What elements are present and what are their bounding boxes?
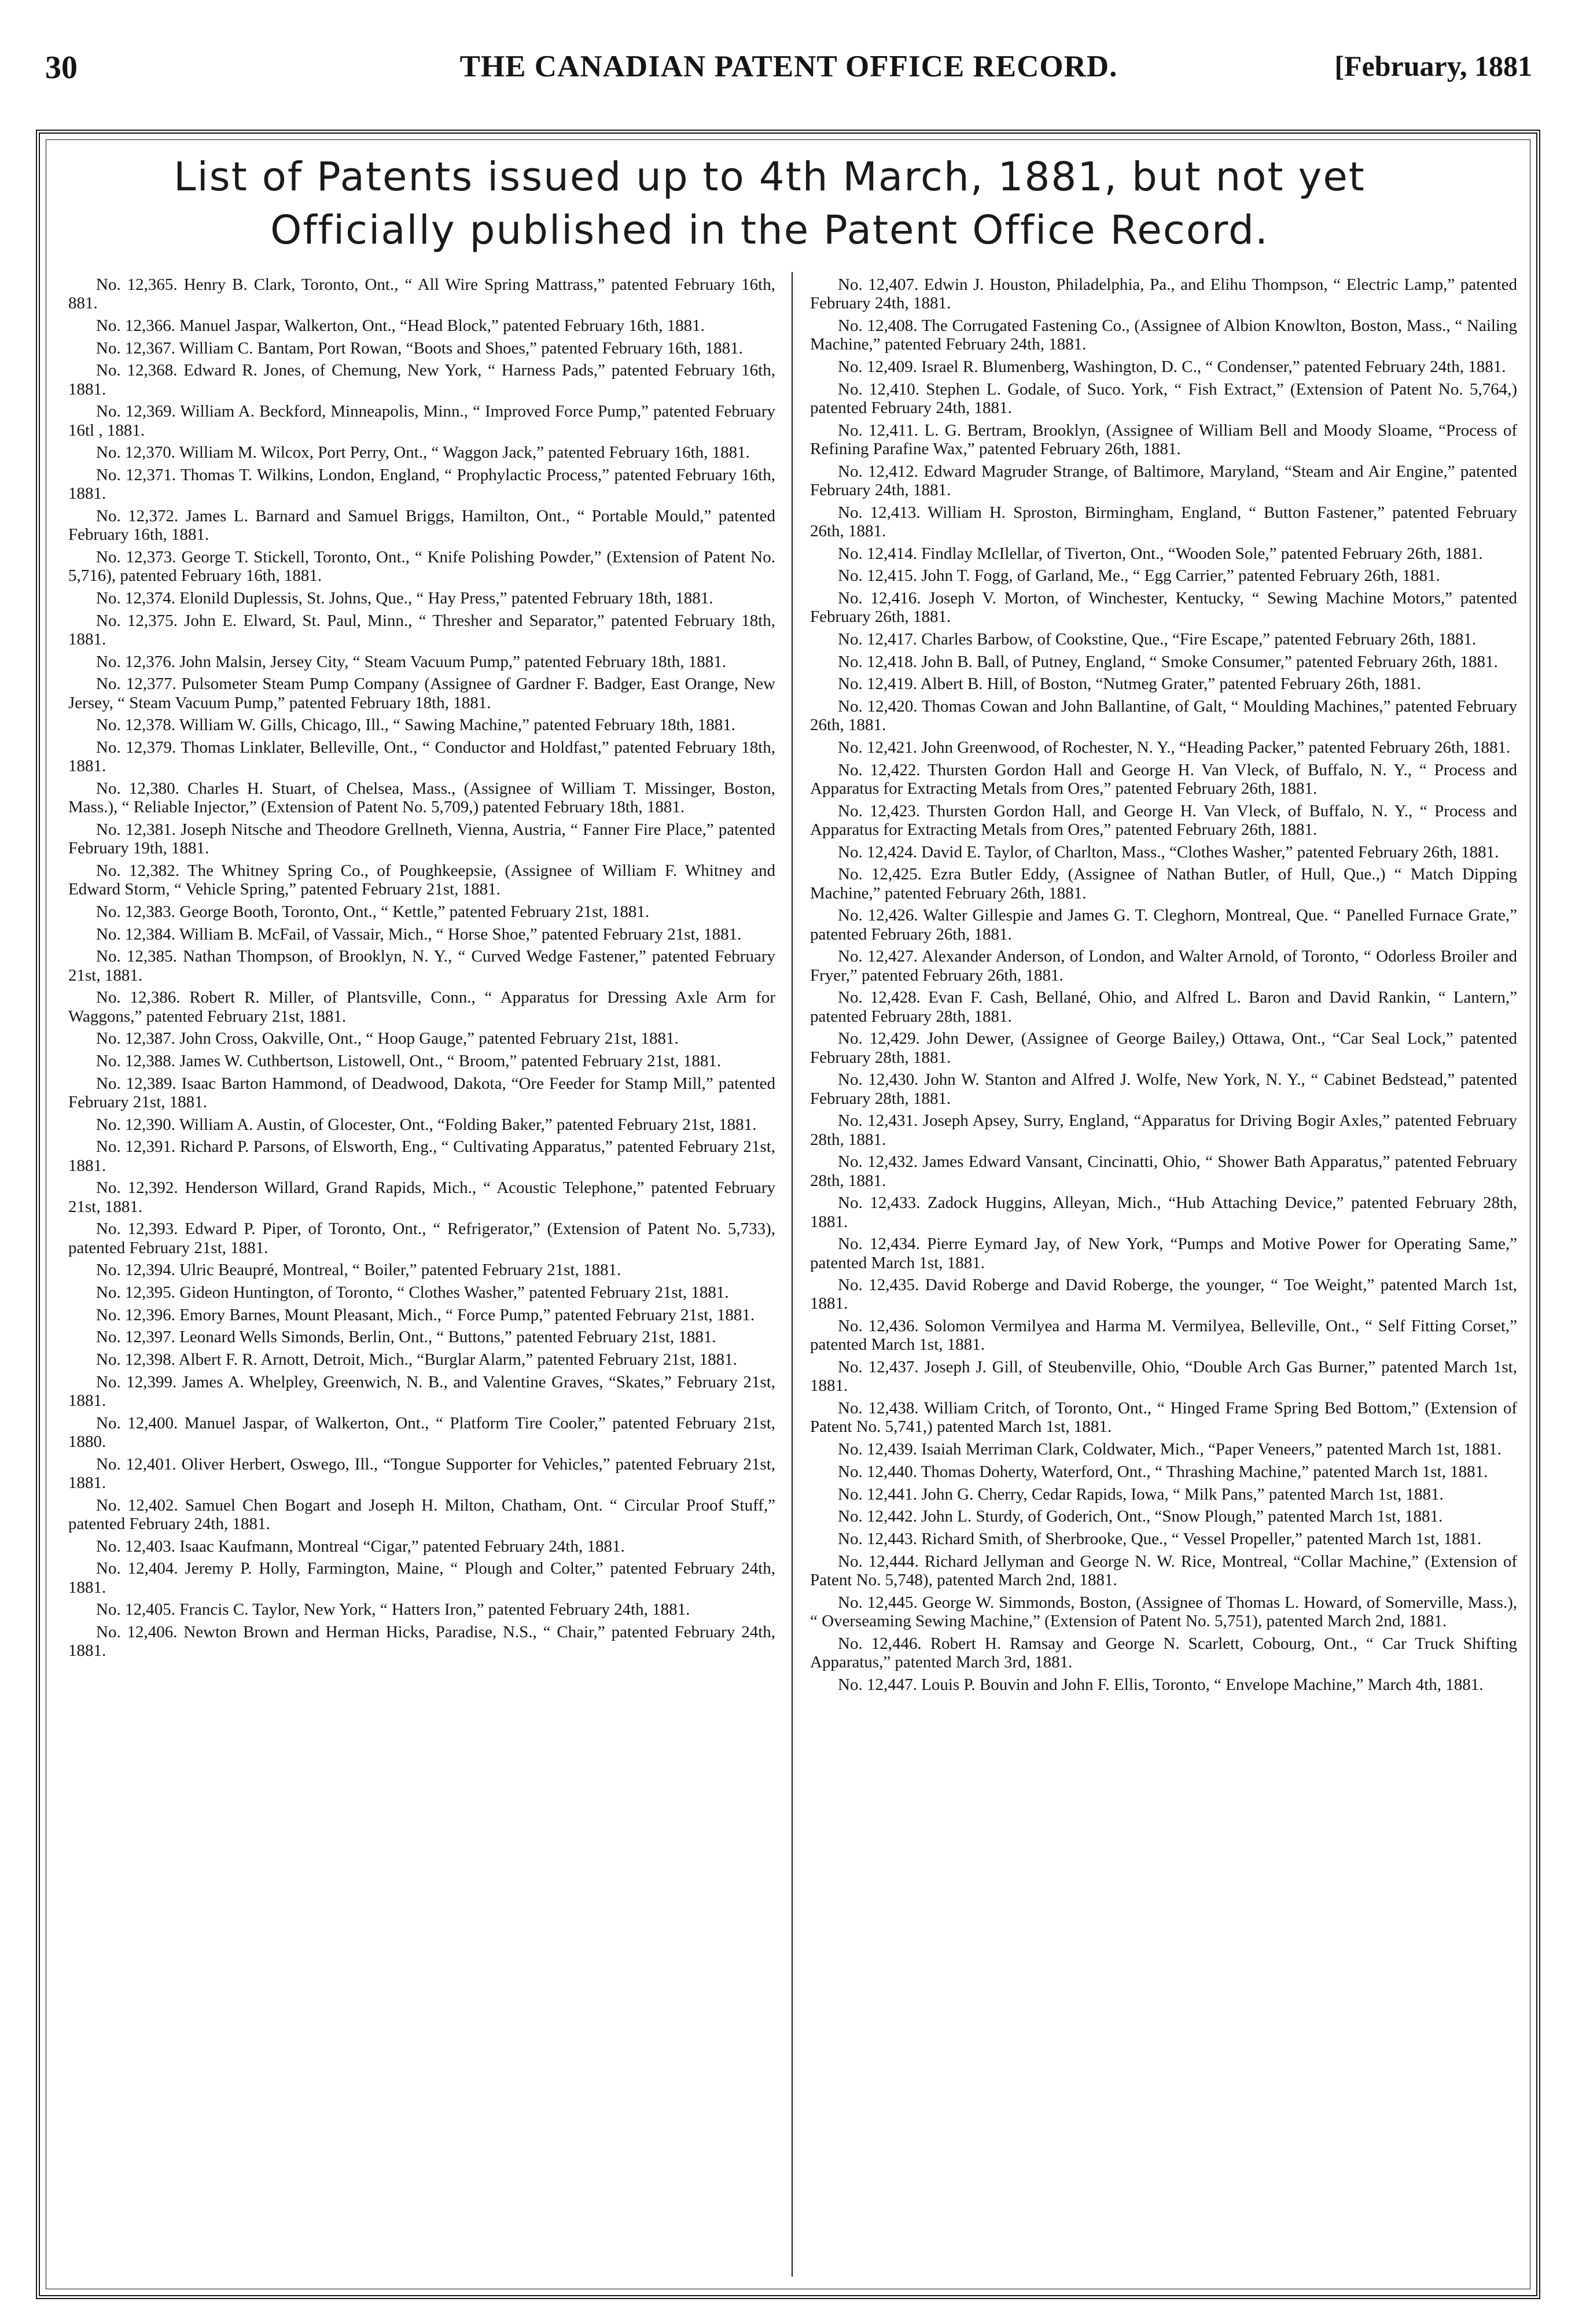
patent-entry — [810, 1507, 1517, 1526]
patent-description: Zadock Huggins, Alleyan, Mich., “Hub Attaching Device,” patented February 28th, 1881. — [810, 1194, 1517, 1231]
patent-description: George T. Stickell, Toronto, Ont., “ Knife Polishing Powder,” (Extension of Patent No. 5,716), patented February 16th, 1881. — [68, 547, 775, 585]
patent-number: No. 12,440. — [838, 1462, 917, 1481]
patent-entry — [810, 589, 1517, 627]
patent-entry — [68, 1283, 775, 1302]
patent-number: No. 12,431. — [838, 1111, 918, 1130]
patent-description: Newton Brown and Herman Hicks, Paradise, N.S., “ Chair,” patented February 24th, 1881. — [68, 1623, 776, 1660]
patent-entry — [68, 925, 775, 944]
patent-description: Leonard Wells Simonds, Berlin, Ont., “ Buttons,” patented February 21st, 1881. — [179, 1328, 716, 1347]
patent-description: Edward P. Piper, of Toronto, Ont., “ Refrigerator,” (Extension of Patent No. 5,733), patented February 21st, 1881. — [68, 1220, 776, 1257]
patent-description: Thomas Cowan and John Ballantine, of Galt, “ Moulding Machines,” patented February 26th, 1881. — [810, 697, 1517, 735]
patent-description: William A. Austin, of Glocester, Ont., “Folding Baker,” patented February 21st, 1881. — [179, 1115, 757, 1134]
patent-entry — [68, 1600, 775, 1619]
patent-number: No. 12,414. — [838, 544, 917, 563]
patent-number: No. 12,416. — [838, 588, 921, 607]
patent-entry — [810, 1317, 1517, 1354]
patent-description: William M. Wilcox, Port Perry, Ont., “ Waggon Jack,” patented February 16th, 1881. — [179, 443, 750, 462]
patent-description: Evan F. Cash, Bellané, Ohio, and Alfred L. Baron and David Rankin, “ Lantern,” patented February 28th, 1881. — [810, 988, 1518, 1026]
patent-description: Francis C. Taylor, New York, “ Hatters Iron,” patented February 24th, 1881. — [179, 1600, 690, 1619]
patent-number: No. 12,436. — [838, 1317, 919, 1336]
patent-entry — [810, 1463, 1517, 1481]
left-column — [68, 275, 775, 1664]
patent-number: No. 12,374. — [96, 588, 175, 607]
patent-entry — [68, 1373, 775, 1410]
patent-entry — [68, 779, 775, 817]
patent-number: No. 12,389. — [96, 1074, 176, 1093]
patent-entry — [68, 738, 775, 776]
patent-description: Edward Magruder Strange, of Baltimore, Maryland, “Steam and Air Engine,” patented February 24th, 1881. — [810, 462, 1517, 499]
patent-entry — [810, 275, 1517, 313]
patent-number: No. 12,370. — [96, 443, 175, 462]
patent-description: William H. Sproston, Birmingham, England, “ Button Fastener,” patented February 26th, 1881. — [810, 503, 1517, 540]
patent-number: No. 12,365. — [96, 275, 178, 294]
patent-entry — [810, 1194, 1517, 1231]
patent-description: Manuel Jaspar, of Walkerton, Ont., “ Platform Tire Cooler,” patented February 21st, 1880. — [68, 1413, 776, 1451]
patent-number: No. 12,380. — [96, 779, 179, 798]
patent-description: Emory Barnes, Mount Pleasant, Mich., “ Force Pump,” patented February 21st, 1881. — [179, 1305, 755, 1324]
patent-description: Albert F. R. Arnott, Detroit, Mich., “Burglar Alarm,” patented February 21st, 1881. — [178, 1350, 737, 1369]
patent-entry — [68, 361, 775, 399]
patent-number: No. 12,430. — [838, 1070, 919, 1089]
patent-number: No. 12,411. — [838, 421, 919, 440]
running-head — [45, 49, 1532, 107]
patent-entry — [810, 1485, 1517, 1504]
patent-number: No. 12,429. — [838, 1029, 920, 1048]
patent-description: Oliver Herbert, Oswego, Ill., “Tongue Supporter for Vehicles,” patented February 21st, 1881. — [68, 1454, 775, 1492]
patent-number: No. 12,409. — [838, 357, 917, 376]
patent-number: No. 12,415. — [838, 566, 917, 585]
patent-description: Robert R. Miller, of Plantsville, Conn., “ Apparatus for Dressing Axle Arm for Waggons,” patented February 21st, 1881. — [68, 988, 775, 1026]
patent-number: No. 12,426. — [838, 906, 918, 925]
patent-description: Ulric Beaupré, Montreal, “ Boiler,” patented February 21st, 1881. — [179, 1261, 621, 1280]
patent-number: No. 12,445. — [838, 1593, 918, 1612]
patent-number: No. 12,387. — [96, 1029, 175, 1048]
patent-entry — [810, 421, 1517, 459]
patent-description: Manuel Jaspar, Walkerton, Ont., “Head Block,” patented February 16th, 1881. — [179, 316, 705, 335]
patent-entry — [810, 1235, 1517, 1272]
patent-entry — [810, 697, 1517, 735]
patent-number: No. 12,410. — [838, 380, 919, 399]
patent-entry — [810, 1276, 1517, 1313]
patent-description: Henderson Willard, Grand Rapids, Mich., “ Acoustic Telephone,” patented February 21st, 1881. — [68, 1178, 775, 1216]
patent-description: Samuel Chen Bogart and Joseph H. Milton, Chatham, Ont. “ Circular Proof Stuff,” patented February 24th, 1881. — [68, 1496, 775, 1533]
patent-description: Joseph Nitsche and Theodore Grellneth, Vienna, Austria, “ Fanner Fire Place,” patented February 19th, 1881. — [68, 820, 775, 858]
patent-number: No. 12,428. — [838, 988, 921, 1007]
patent-number: No. 12,408. — [838, 316, 918, 335]
patent-entry — [810, 1111, 1517, 1149]
patent-description: L. G. Bertram, Brooklyn, (Assignee of William Bell and Moody Sloame, “Process of Refining Parafine Wax,” patented February 26th, 1881. — [810, 421, 1518, 458]
patent-description: James W. Cuthbertson, Listowell, Ont., “ Broom,” patented February 21st, 1881. — [179, 1051, 722, 1070]
patent-entry — [810, 358, 1517, 376]
patent-number: No. 12,390. — [96, 1115, 175, 1134]
patent-number: No. 12,417. — [838, 629, 917, 649]
patent-description: Joseph V. Morton, of Winchester, Kentucky, “ Sewing Machine Motors,” patented February 26th, 1881. — [810, 588, 1517, 627]
patent-entry — [68, 1414, 775, 1452]
patent-entry — [810, 1440, 1517, 1459]
journal-title: THE CANADIAN PATENT OFFICE RECORD. — [459, 50, 1118, 83]
patent-number: No. 12,369. — [96, 402, 176, 421]
patent-entry — [68, 988, 775, 1026]
patent-number: No. 12,421. — [838, 738, 917, 757]
issue-date: [February, 1881 — [1334, 50, 1532, 82]
patent-entry — [68, 612, 775, 649]
patent-number: No. 12,425. — [838, 865, 922, 884]
patent-number: No. 12,444. — [838, 1552, 919, 1571]
patent-description: Isaac Kaufmann, Montreal “Cigar,” patented February 24th, 1881. — [179, 1537, 625, 1556]
patent-number: No. 12,397. — [96, 1328, 175, 1347]
patent-entry — [810, 1634, 1517, 1672]
patent-entry — [810, 1530, 1517, 1548]
patent-description: William A. Beckford, Minneapolis, Minn., “ Improved Force Pump,” patented February 16tl , 1881. — [68, 402, 776, 440]
patent-entry — [810, 1675, 1517, 1694]
patent-entry — [68, 1496, 775, 1534]
patent-entry — [68, 1537, 775, 1556]
patent-entry — [810, 802, 1517, 839]
patent-description: George W. Simmonds, Boston, (Assignee of Thomas L. Howard, of Somerville, Mass.), “ Overseaming Sewing Machine,” (Extension of Patent No. 5,751), patented March 2nd, 1881. — [810, 1593, 1517, 1630]
patent-description: John Cross, Oakville, Ont., “ Hoop Gauge,” patented February 21st, 1881. — [179, 1029, 679, 1048]
patent-description: Albert B. Hill, of Boston, “Nutmeg Grater,” patented February 26th, 1881. — [920, 675, 1422, 694]
patent-entry — [810, 761, 1517, 798]
patent-number: No. 12,420. — [838, 697, 918, 716]
patent-entry — [68, 1115, 775, 1134]
patent-description: Charles Barbow, of Cookstine, Que., “Fire Escape,” patented February 26th, 1881. — [921, 629, 1477, 649]
patent-entry — [68, 275, 775, 313]
patent-entry — [68, 820, 775, 858]
patent-description: Richard Smith, of Sherbrooke, Que., “ Vessel Propeller,” patented March 1st, 1881. — [921, 1529, 1482, 1548]
patent-description: Edward R. Jones, of Chemung, New York, “ Harness Pads,” patented February 16th, 1881. — [68, 361, 776, 399]
patent-number: No. 12,439. — [838, 1440, 917, 1459]
patent-number: No. 12,418. — [838, 652, 917, 671]
patent-number: No. 12,385. — [96, 947, 177, 966]
patent-number: No. 12,413. — [838, 503, 921, 522]
patent-number: No. 12,434. — [838, 1235, 920, 1254]
patent-description: Thursten Gordon Hall, and George H. Van Vleck, of Buffalo, N. Y., “ Process and Apparatus for Extracting Metals from Ores,” patented February 26th, 1881. — [810, 801, 1517, 839]
patent-entry — [810, 865, 1517, 903]
patent-number: No. 12,391. — [96, 1137, 176, 1157]
patent-number: No. 12,407. — [838, 275, 919, 294]
patent-entry — [810, 1399, 1517, 1437]
patent-description: Isaac Barton Hammond, of Deadwood, Dakota, “Ore Feeder for Stamp Mill,” patented February 21st, 1881. — [68, 1074, 775, 1111]
list-title-line-2: Officially published in the Patent Office Record. — [270, 207, 1269, 253]
patent-description: Richard P. Parsons, of Elsworth, Eng., “ Cultivating Apparatus,” patented February 21st, 1881. — [68, 1137, 776, 1175]
list-title — [64, 150, 1475, 257]
patent-number: No. 12,422. — [838, 760, 921, 779]
patent-description: John B. Ball, of Putney, England, “ Smoke Consumer,” patented February 26th, 1881. — [921, 652, 1498, 671]
patent-number: No. 12,402. — [96, 1496, 178, 1515]
patent-number: No. 12,433. — [838, 1194, 921, 1213]
patent-entry — [810, 630, 1517, 649]
patent-entry — [810, 566, 1517, 585]
patent-number: No. 12,373. — [96, 547, 176, 566]
patent-number: No. 12,381. — [96, 820, 176, 839]
patent-description: Charles H. Stuart, of Chelsea, Mass., (Assignee of William T. Missinger, Boston, Mass.), “ Reliable Injector,” (Extension of Patent No. 5,709,) patented February 18th, 1881. — [68, 779, 775, 817]
patent-description: Robert H. Ramsay and George N. Scarlett, Cobourg, Ont., “ Car Truck Shifting Apparatus,” patented March 3rd, 1881. — [810, 1634, 1518, 1671]
patent-number: No. 12,383. — [96, 902, 175, 921]
patent-description: John G. Cherry, Cedar Rapids, Iowa, “ Milk Pans,” patented March 1st, 1881. — [921, 1485, 1444, 1504]
patent-description: Louis P. Bouvin and John F. Ellis, Toronto, “ Envelope Machine,” March 4th, 1881. — [921, 1675, 1484, 1694]
patent-entry — [810, 1029, 1517, 1067]
patent-entry — [810, 675, 1517, 693]
patent-description: Stephen L. Godale, of Suco. York, “ Fish Extract,” (Extension of Patent No. 5,764,) patented February 24th, 1881. — [810, 380, 1518, 417]
patent-entry — [810, 544, 1517, 563]
patent-number: No. 12,394. — [96, 1261, 175, 1280]
patent-number: No. 12,403. — [96, 1537, 175, 1556]
patent-entry — [68, 1261, 775, 1279]
patent-description: John Malsin, Jersey City, “ Steam Vacuum Pump,” patented February 18th, 1881. — [179, 652, 726, 671]
patent-description: Findlay McIlellar, of Tiverton, Ont., “Wooden Sole,” patented February 26th, 1881. — [921, 544, 1483, 563]
patent-entry — [68, 443, 775, 462]
patent-number: No. 12,378. — [96, 716, 175, 735]
patent-number: No. 12,395. — [96, 1283, 175, 1302]
patent-number: No. 12,406. — [96, 1623, 178, 1642]
patent-description: Ezra Butler Eddy, (Assignee of Nathan Butler, of Hull, Que.,) “ Match Dipping Machine,” patented February 26th, 1881. — [810, 865, 1517, 903]
patent-entry — [68, 1350, 775, 1369]
patent-entry — [68, 861, 775, 899]
patent-number: No. 12,423. — [838, 801, 921, 820]
patent-description: Pulsometer Steam Pump Company (Assignee of Gardner F. Badger, East Orange, New Jersey, “ Steam Vacuum Pump,” patented February 18th, 1881. — [68, 675, 775, 712]
patent-number: No. 12,396. — [96, 1305, 175, 1324]
patent-entry — [810, 988, 1517, 1026]
patent-description: George Booth, Toronto, Ont., “ Kettle,” patented February 21st, 1881. — [179, 902, 650, 921]
patent-description: Richard Jellyman and George N. W. Rice, Montreal, “Collar Machine,” (Extension of Patent No. 5,748), patented March 2nd, 1881. — [810, 1552, 1518, 1589]
patent-number: No. 12,446. — [838, 1634, 922, 1653]
patent-number: No. 12,435. — [838, 1276, 919, 1295]
patent-number: No. 12,442. — [838, 1507, 917, 1526]
patent-entry — [68, 339, 775, 358]
patent-entry — [810, 462, 1517, 500]
patent-entry — [810, 653, 1517, 671]
patent-entry — [68, 1029, 775, 1048]
patent-description: William W. Gills, Chicago, Ill., “ Sawing Machine,” patented February 18th, 1881. — [179, 716, 735, 735]
patent-description: William B. McFail, of Vassair, Mich., “ Horse Shoe,” patented February 21st, 1881. — [179, 925, 742, 944]
patent-description: David Roberge and David Roberge, the younger, “ Toe Weight,” patented March 1st, 1881. — [810, 1276, 1517, 1313]
patent-number: No. 12,388. — [96, 1051, 175, 1070]
patent-description: Joseph Apsey, Surry, England, “Apparatus for Driving Bogir Axles,” patented February 28th, 1881. — [810, 1111, 1518, 1149]
patent-entry — [68, 466, 775, 503]
page-number: 30 — [45, 50, 78, 86]
patent-entry — [68, 1306, 775, 1324]
patent-entry — [810, 1152, 1517, 1190]
column-divider — [792, 272, 793, 2277]
patent-entry — [68, 507, 775, 544]
patent-description: James A. Whelpley, Greenwich, N. B., and Valentine Graves, “Skates,” February 21st, 1881. — [68, 1372, 776, 1410]
patent-entry — [68, 1220, 775, 1257]
patent-number: No. 12,443. — [838, 1529, 917, 1548]
patent-number: No. 12,377. — [96, 675, 176, 694]
patent-number: No. 12,379. — [96, 738, 176, 757]
patent-entry — [68, 402, 775, 440]
patent-entry — [68, 1455, 775, 1493]
patent-description: Joseph J. Gill, of Steubenville, Ohio, “Double Arch Gas Burner,” patented March 1st, 1881. — [810, 1358, 1517, 1395]
patent-description: Edwin J. Houston, Philadelphia, Pa., and Elihu Thompson, “ Electric Lamp,” patented February 24th, 1881. — [810, 275, 1518, 313]
patent-entry — [68, 316, 775, 335]
patent-entry — [810, 906, 1517, 944]
patent-number: No. 12,424. — [838, 842, 917, 861]
patent-number: No. 12,372. — [96, 507, 179, 525]
patent-entry — [810, 1070, 1517, 1108]
patent-description: David E. Taylor, of Charlton, Mass., “Clothes Washer,” patented February 26th, 1881. — [921, 842, 1499, 861]
patent-number: No. 12,376. — [96, 652, 175, 671]
patent-entry — [68, 1052, 775, 1070]
patent-number: No. 12,375. — [96, 611, 178, 630]
patent-entry — [810, 503, 1517, 541]
patent-description: Isaiah Merriman Clark, Coldwater, Mich., “Paper Veneers,” patented March 1st, 1881. — [921, 1440, 1502, 1459]
patent-description: Elonild Duplessis, St. Johns, Que., “ Hay Press,” patented February 18th, 1881. — [179, 588, 713, 607]
patent-description: Alexander Anderson, of London, and Walter Arnold, of Toronto, “ Odorless Broiler and Fryer,” patented February 26th, 1881. — [810, 947, 1517, 985]
patent-entry — [68, 1623, 775, 1660]
patent-number: No. 12,400. — [96, 1413, 178, 1432]
patent-description: Thomas Doherty, Waterford, Ont., “ Thrashing Machine,” patented March 1st, 1881. — [921, 1462, 1488, 1481]
patent-number: No. 12,412. — [838, 462, 919, 481]
patent-entry — [68, 1137, 775, 1175]
patent-number: No. 12,405. — [96, 1600, 175, 1619]
patent-entry — [68, 903, 775, 921]
patent-description: William Critch, of Toronto, Ont., “ Hinged Frame Spring Bed Bottom,” (Extension of Patent No. 5,741,) patented March 1st, 1881. — [810, 1399, 1517, 1437]
patent-entry — [68, 1559, 775, 1597]
patent-description: Gideon Huntington, of Toronto, “ Clothes Washer,” patented February 21st, 1881. — [179, 1283, 729, 1302]
patent-number: No. 12,384. — [96, 925, 175, 944]
patent-number: No. 12,441. — [838, 1485, 917, 1504]
patent-description: Pierre Eymard Jay, of New York, “Pumps and Motive Power for Operating Same,” patented March 1st, 1881. — [810, 1235, 1518, 1272]
patent-number: No. 12,398. — [96, 1350, 175, 1369]
patent-description: William C. Bantam, Port Rowan, “Boots and Shoes,” patented February 16th, 1881. — [179, 338, 743, 358]
patent-number: No. 12,366. — [96, 316, 175, 335]
patent-description: The Whitney Spring Co., of Poughkeepsie, (Assignee of William F. Whitney and Edward Storm, “ Vehicle Spring,” patented February 21st, 1881. — [68, 861, 775, 899]
list-title-line-1: List of Patents issued up to 4th March, 1881, but not yet — [174, 154, 1366, 200]
patent-entry — [810, 1593, 1517, 1631]
patent-entry — [68, 675, 775, 712]
patent-entry — [810, 843, 1517, 861]
patent-description: The Corrugated Fastening Co., (Assignee of Albion Knowlton, Boston, Mass., “ Nailing Machine,” patented February 24th, 1881. — [810, 316, 1517, 354]
patent-number: No. 12,386. — [96, 988, 181, 1007]
patent-entry — [810, 1552, 1517, 1590]
right-column — [810, 275, 1517, 1697]
patent-number: No. 12,399. — [96, 1372, 177, 1391]
patent-description: John W. Stanton and Alfred J. Wolfe, New York, N. Y., “ Cabinet Bedstead,” patented February 28th, 1881. — [810, 1070, 1517, 1108]
patent-description: John Dewer, (Assignee of George Bailey,) Ottawa, Ont., “Car Seal Lock,” patented February 28th, 1881. — [810, 1029, 1518, 1067]
patent-entry — [68, 1328, 775, 1346]
patent-entry — [810, 380, 1517, 418]
patent-entry — [68, 548, 775, 585]
patent-number: No. 12,432. — [838, 1152, 918, 1172]
patent-description: James Edward Vansant, Cincinatti, Ohio, “ Shower Bath Apparatus,” patented February 28th, 1881. — [810, 1152, 1517, 1190]
patent-entry — [68, 947, 775, 985]
patent-entry — [810, 1358, 1517, 1395]
patent-description: Henry B. Clark, Toronto, Ont., “ All Wire Spring Mattrass,” patented February 16th, 881. — [68, 275, 775, 313]
patent-number: No. 12,419. — [838, 675, 917, 694]
patent-number: No. 12,392. — [96, 1178, 178, 1198]
patent-description: Thursten Gordon Hall and George H. Van Vleck, of Buffalo, N. Y., “ Process and Apparatus for Extracting Metals from Ores,” patented February 26th, 1881. — [810, 760, 1517, 798]
patent-description: John T. Fogg, of Garland, Me., “ Egg Carrier,” patented February 26th, 1881. — [921, 566, 1440, 585]
patent-description: Thomas Linklater, Belleville, Ont., “ Conductor and Holdfast,” patented February 18th, 1881. — [68, 738, 776, 776]
patent-number: No. 12,404. — [96, 1559, 178, 1578]
patent-description: Walter Gillespie and James G. T. Cleghorn, Montreal, Que. “ Panelled Furnace Grate,” patented February 26th, 1881. — [810, 906, 1517, 944]
patent-entry — [810, 316, 1517, 354]
patent-description: Israel R. Blumenberg, Washington, D. C., “ Condenser,” patented February 24th, 1881. — [921, 357, 1506, 376]
patent-number: No. 12,437. — [838, 1358, 919, 1377]
patent-number: No. 12,447. — [838, 1675, 917, 1694]
patent-number: No. 12,427. — [838, 947, 918, 966]
patent-number: No. 12,401. — [96, 1454, 176, 1474]
patent-number: No. 12,367. — [96, 338, 175, 358]
patent-number: No. 12,438. — [838, 1399, 919, 1418]
patent-description: Nathan Thompson, of Brooklyn, N. Y., “ Curved Wedge Fastener,” patented February 21st, 1881. — [68, 947, 775, 985]
patent-entry — [68, 589, 775, 607]
patent-description: John Greenwood, of Rochester, N. Y., “Heading Packer,” patented February 26th, 1881. — [921, 738, 1511, 757]
patent-entry — [68, 1074, 775, 1112]
patent-entry — [68, 1178, 775, 1216]
patent-entry — [68, 653, 775, 671]
patent-entry — [810, 738, 1517, 757]
patent-description: James L. Barnard and Samuel Briggs, Hamilton, Ont., “ Portable Mould,” patented February 16th, 1881. — [68, 507, 775, 544]
patent-number: No. 12,393. — [96, 1220, 178, 1239]
patent-description: Thomas T. Wilkins, London, England, “ Prophylactic Process,” patented February 16th, 1881. — [68, 466, 776, 503]
patent-description: John E. Elward, St. Paul, Minn., “ Thresher and Separator,” patented February 18th, 1881. — [68, 611, 776, 649]
patent-number: No. 12,382. — [96, 861, 180, 880]
patent-description: Jeremy P. Holly, Farmington, Maine, “ Plough and Colter,” patented February 24th, 1881. — [68, 1559, 776, 1597]
patent-description: John L. Sturdy, of Goderich, Ont., “Snow Plough,” patented March 1st, 1881. — [921, 1507, 1443, 1526]
patent-entry — [810, 947, 1517, 985]
patent-entry — [68, 716, 775, 734]
patent-description: Solomon Vermilyea and Harma M. Vermilyea, Belleville, Ont., “ Self Fitting Corset,” patented March 1st, 1881. — [810, 1317, 1518, 1354]
patent-number: No. 12,371. — [96, 466, 176, 485]
patent-number: No. 12,368. — [96, 361, 178, 380]
